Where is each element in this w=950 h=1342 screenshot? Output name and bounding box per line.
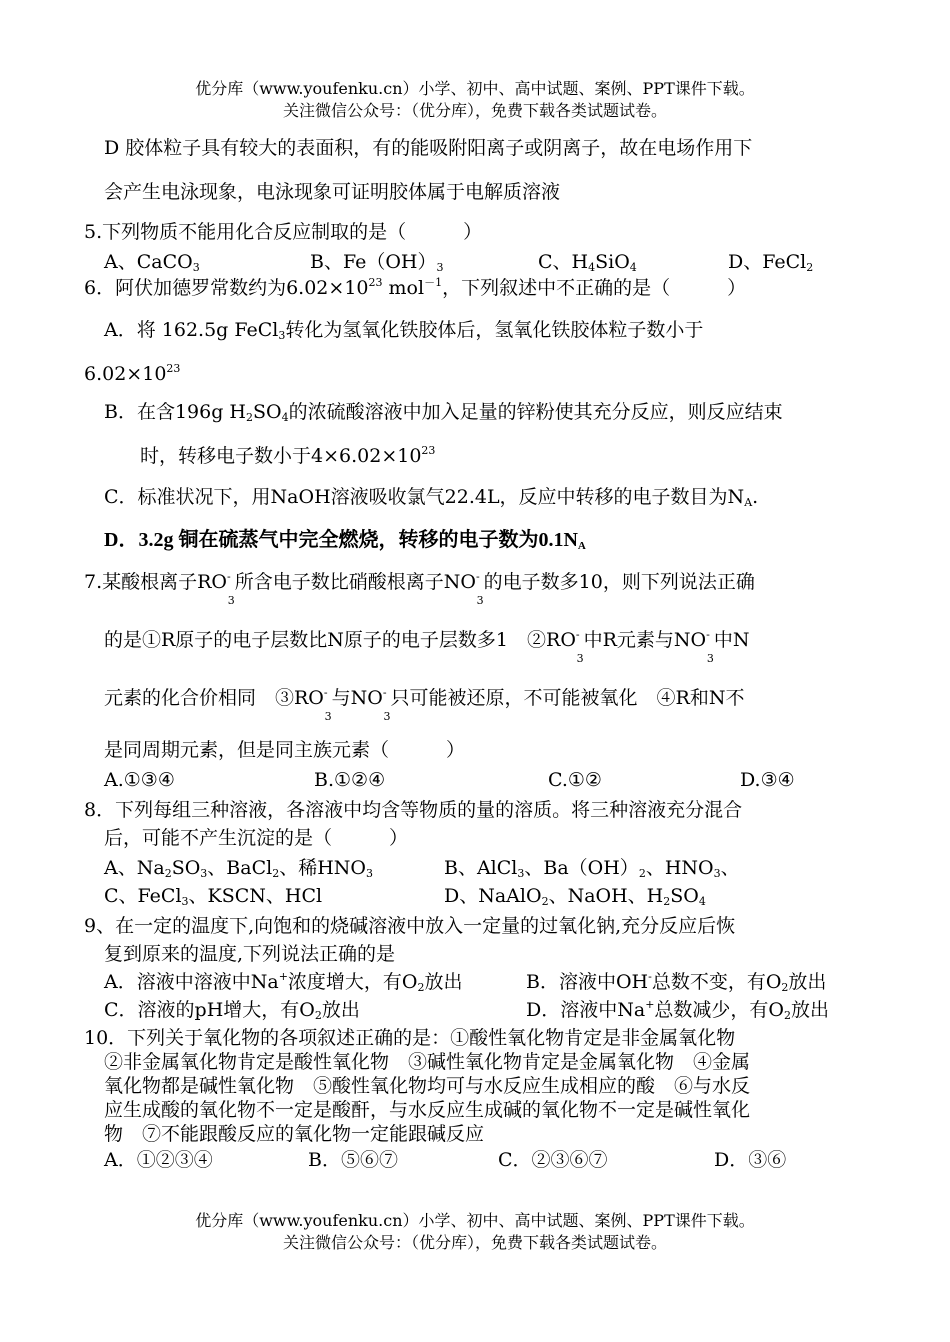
q9-option-c: C．溶液的pH增大，有$O_2$放出 bbox=[104, 999, 360, 1022]
q8-option-d: D、NaAlO$_2$、NaOH、$H_2SO_4$ bbox=[444, 885, 706, 908]
q5-option-d: D、FeCl$_2$ bbox=[728, 251, 814, 274]
q9-option-a: A．溶液中溶液中Na+浓度增大，有$O_2$放出 bbox=[104, 970, 463, 994]
q6-option-b-line1: B．在含196g $H_2SO_4$的浓硫酸溶液中加入足量的锌粉使其充分反应，则反应结束 bbox=[104, 401, 783, 424]
page-header bbox=[0, 78, 950, 122]
footer-line-1: 优分库（www.youfenku.cn）小学、初中、高中试题、案例、PPT课件下载。 bbox=[195, 1211, 755, 1230]
q6-option-b-line2: 时，转移电子数小于$4\times 6.02\times 10^{23}$ bbox=[140, 444, 436, 467]
q10-line-1: 10．下列关于氧化物的各项叙述正确的是：①酸性氧化物肯定是非金属氧化物 bbox=[84, 1027, 736, 1049]
q8-option-a: A、$Na_2SO_3$、BaCl$_2$、稀$HNO_3$ bbox=[104, 857, 373, 880]
q7-line-4: 是同周期元素，但是同主族元素（ ） bbox=[104, 739, 466, 761]
q10-option-a: A．①②③④ bbox=[104, 1149, 213, 1171]
header-line-2: 关注微信公众号：（优分库），免费下载各类试题试卷。 bbox=[282, 101, 667, 120]
q7-line-2: 的是①R原子的电子层数比N原子的电子层数多1 $②RO^-_3$中R元素与$NO^-_3$中N bbox=[104, 628, 750, 665]
q8-line-2: 后，可能不产生沉淀的是（ ） bbox=[104, 827, 409, 849]
q6-stem: 6．阿伏加德罗常数约为$6.02\times 10^{23}$ mol$^{-1}$，下列叙述中不正确的是（ ） bbox=[84, 276, 747, 299]
q6-option-c: C．标准状况下，用NaOH溶液吸收氯气22.4L，反应中转移的电子数目为$N_A$. bbox=[104, 486, 759, 509]
q7-option-a: A.①③④ bbox=[104, 769, 175, 791]
q10-line-2: ②非金属氧化物肯定是酸性氧化物 ③碱性氧化物肯定是金属氧化物 ④金属 bbox=[104, 1051, 751, 1073]
q6-option-a-line2: $6.02\times 10^{23}$ bbox=[84, 362, 181, 385]
q7-option-c: C.①② bbox=[548, 769, 602, 791]
q7-option-b: B.①②④ bbox=[314, 769, 386, 791]
q7-line-3: 元素的化合价相同 $③RO^-_3$与$NO^-_3$只可能被还原，不可能被氧化 ④R和N不 bbox=[104, 686, 745, 723]
q9-line-2: 复到原来的温度,下列说法正确的是 bbox=[104, 943, 396, 965]
q8-option-b: B、AlCl$_3$、$Ba(OH)_2$、$HNO_3$、 bbox=[444, 857, 740, 880]
q7-line-1: 7.某酸根离子$RO^-_3$所含电子数比硝酸根离子$NO^-_3$的电子数多10，则下列说法正确 bbox=[84, 570, 755, 607]
q6-option-a-line1: A．将 162.5g FeCl$_3$转化为氢氧化铁胶体后，氢氧化铁胶体粒子数小于 bbox=[104, 319, 704, 342]
page-footer bbox=[0, 1210, 950, 1254]
q4-option-d-line2: 会产生电泳现象，电泳现象可证明胶体属于电解质溶液 bbox=[104, 181, 561, 203]
q8-option-c: C、FeCl$_3$、KSCN、HCl bbox=[104, 885, 323, 908]
q8-line-1: 8．下列每组三种溶液，各溶液中均含等物质的量的溶质。将三种溶液充分混合 bbox=[84, 799, 743, 821]
q10-option-d: D．③⑥ bbox=[714, 1149, 787, 1171]
q4-option-d-line1: D 胶体粒子具有较大的表面积，有的能吸附阳离子或阴离子，故在电场作用下 bbox=[104, 137, 753, 159]
q5-option-c: C、$H_4SiO_4$ bbox=[538, 251, 637, 274]
q10-line-4: 应生成酸的氧化物不一定是酸酐，与水反应生成碱的氧化物不一定是碱性氧化 bbox=[104, 1099, 751, 1121]
q5-option-b: B、$Fe(OH)_3$ bbox=[310, 251, 444, 274]
q9-option-b: B．溶液中OH-总数不变，有$O_2$放出 bbox=[526, 970, 827, 994]
footer-line-2: 关注微信公众号：（优分库），免费下载各类试题试卷。 bbox=[282, 1233, 667, 1252]
q5-option-a: A、CaCO$_3$ bbox=[104, 251, 200, 274]
q10-option-c: C．②③⑥⑦ bbox=[498, 1149, 608, 1171]
q5-stem: 5.下列物质不能用化合反应制取的是（ ） bbox=[84, 221, 483, 243]
q10-option-b: B．⑤⑥⑦ bbox=[308, 1149, 398, 1171]
q7-option-d: D.③④ bbox=[740, 769, 795, 791]
q6-option-d: D．3.2g 铜在硫蒸气中完全燃烧，转移的电子数为$0.1N_A$ bbox=[104, 529, 586, 552]
q10-line-5: 物 ⑦不能跟酸反应的氧化物一定能跟碱反应 bbox=[104, 1123, 485, 1145]
q9-line-1: 9、在一定的温度下,向饱和的烧碱溶液中放入一定量的过氧化钠,充分反应后恢 bbox=[84, 915, 736, 937]
q9-option-d: D．溶液中Na+总数减少，有$O_2$放出 bbox=[526, 998, 829, 1022]
header-line-1: 优分库（www.youfenku.cn）小学、初中、高中试题、案例、PPT课件下载。 bbox=[195, 79, 755, 98]
q10-line-3: 氧化物都是碱性氧化物 ⑤酸性氧化物均可与水反应生成相应的酸 ⑥与水反 bbox=[104, 1075, 751, 1097]
